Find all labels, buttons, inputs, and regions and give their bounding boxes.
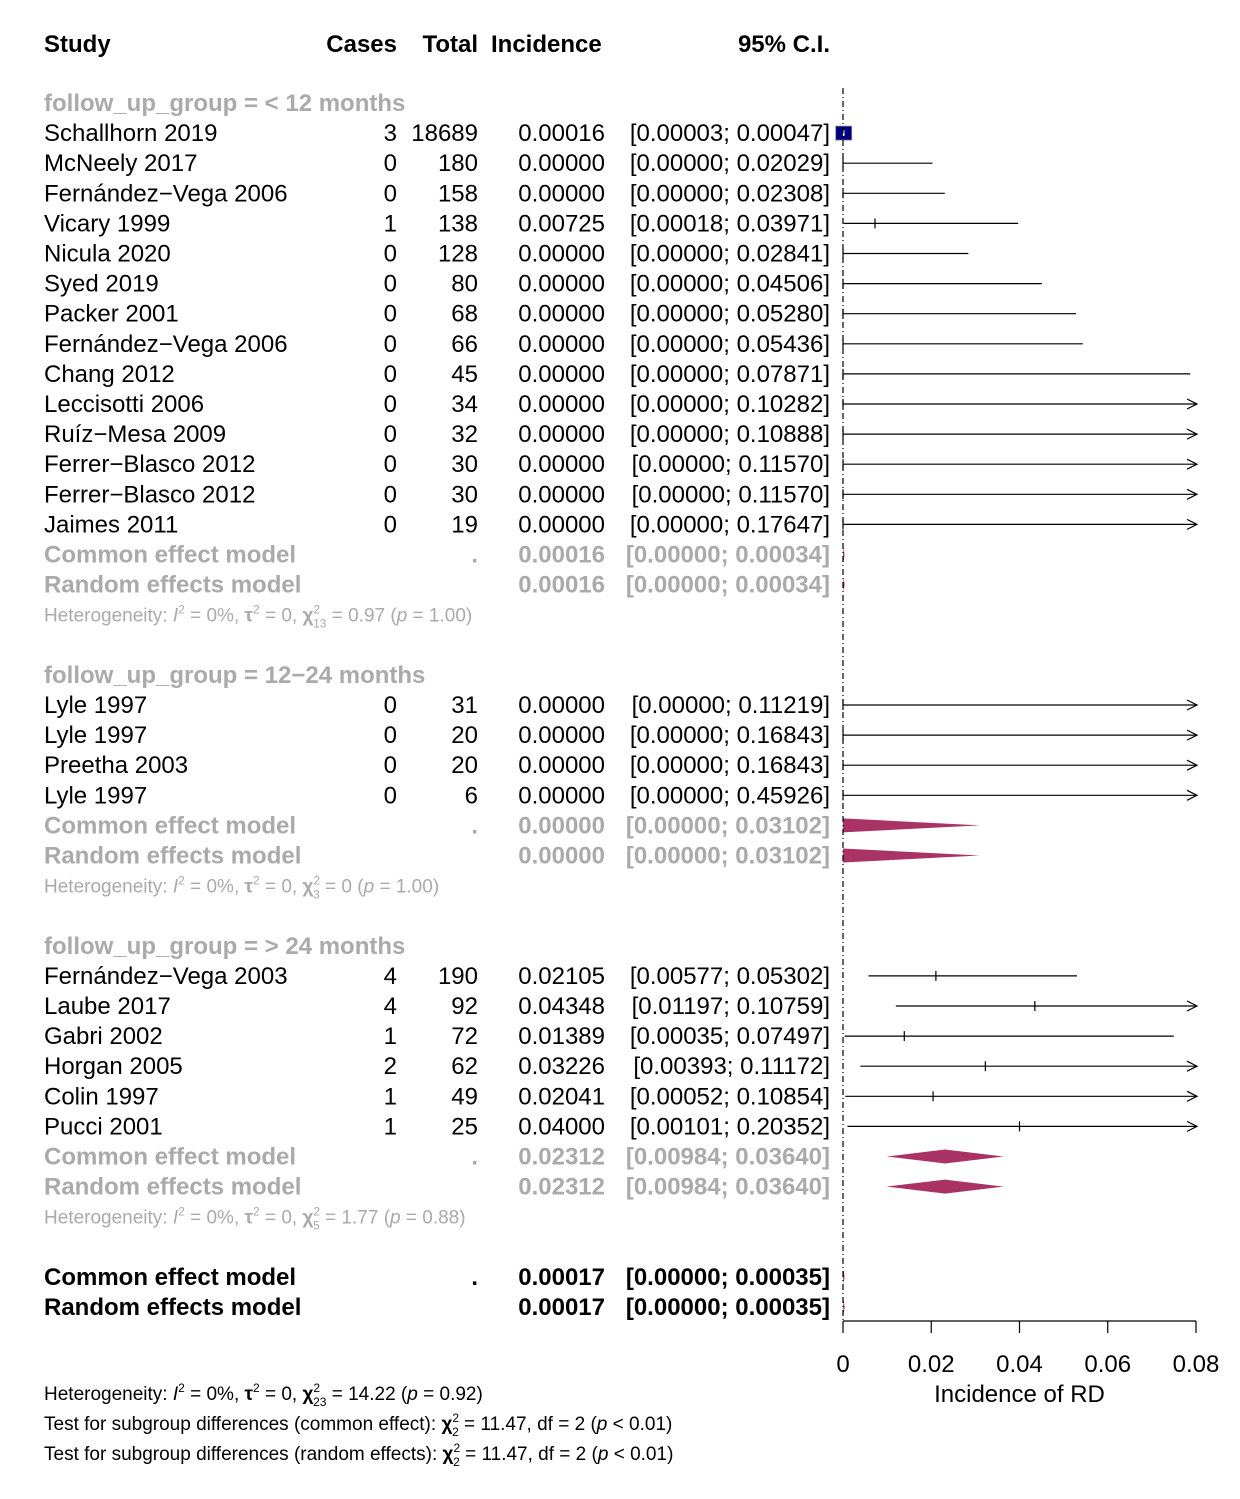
- overall-model-0-ci: [0.00000; 0.00035]: [625, 1263, 830, 1291]
- study-23-total: 25: [451, 1113, 478, 1141]
- study-23-name: Pucci 2001: [44, 1113, 163, 1141]
- subgroup-heterogeneity-2: Heterogeneity: $I^2 = 0\%$, $\tau^2 = 0$, $\chi^2$ 5 = 1.77 (p = 0.88): [44, 1204, 466, 1233]
- subgroup-2-model-0-incidence: 0.02312: [518, 1143, 605, 1171]
- study-3-name: Vicary 1999: [44, 210, 171, 238]
- study-9-name: Leccisotti 2006: [44, 391, 205, 418]
- subgroup-2-model-1-incidence: 0.02312: [518, 1173, 605, 1201]
- study-23-incidence: 0.04000: [518, 1113, 605, 1141]
- study-21-total: 62: [451, 1053, 478, 1081]
- study-4-ci: [0.00000; 0.02841]: [629, 240, 830, 268]
- study-18-ci: [0.00577; 0.05302]: [629, 962, 830, 990]
- study-5-cases: 0: [383, 270, 397, 298]
- study-2-name: Fernández−Vega 2006: [44, 180, 288, 208]
- study-10-incidence: 0.00000: [518, 421, 605, 449]
- study-22-total: 49: [451, 1083, 478, 1111]
- x-tick-label-0: 0: [836, 1351, 850, 1378]
- x-tick-label-1: 0.02: [907, 1351, 955, 1378]
- study-12-total: 30: [451, 481, 478, 509]
- study-23-cases: 1: [383, 1113, 397, 1141]
- study-18-total: 190: [437, 962, 478, 990]
- study-15-name: Lyle 1997: [44, 722, 148, 750]
- subgroup-2-model-0-total: .: [471, 1143, 478, 1171]
- study-2-ci: [0.00000; 0.02308]: [629, 180, 830, 208]
- table-header: [44, 31, 830, 58]
- study-19-cases: 4: [383, 993, 397, 1020]
- study-18-incidence: 0.02105: [518, 962, 605, 990]
- study-13-total: 19: [451, 511, 478, 539]
- study-10-cases: 0: [383, 421, 397, 449]
- subgroup-0-model-0-ci: [0.00000; 0.00034]: [625, 541, 830, 569]
- study-12-name: Ferrer−Blasco 2012: [44, 481, 256, 509]
- subgroup-difference-test-1: Test for subgroup differences (random effects): $\chi^2$ 2 = 11.47, df = 2 (p < 0.01): [44, 1441, 674, 1469]
- study-17-name: Lyle 1997: [44, 782, 148, 810]
- study-21-cases: 2: [383, 1053, 397, 1081]
- study-0-ci: [0.00003; 0.00047]: [629, 120, 830, 148]
- subgroup-1-model-1-incidence: 0.00000: [518, 842, 605, 870]
- study-13-cases: 0: [383, 511, 397, 539]
- study-20-name: Gabri 2002: [44, 1023, 163, 1051]
- study-13-incidence: 0.00000: [518, 511, 605, 539]
- subgroup-1-model-1-ci: [0.00000; 0.03102]: [625, 842, 830, 870]
- study-6-total: 68: [451, 300, 478, 328]
- header-total: Total: [422, 31, 478, 58]
- study-8-name: Chang 2012: [44, 360, 175, 388]
- subgroup-1-diamond-0: [843, 818, 980, 832]
- study-9-ci: [0.00000; 0.10282]: [629, 391, 830, 418]
- overall-heterogeneity: Heterogeneity: $I^2 = 0\%$, $\tau^2 = 0$, $\chi^2$ 23 = 14.22 (p = 0.92): [44, 1381, 483, 1409]
- study-18-name: Fernández−Vega 2003: [44, 962, 288, 990]
- study-15-total: 20: [451, 722, 478, 750]
- study-5-name: Syed 2019: [44, 270, 159, 298]
- study-12-cases: 0: [383, 481, 397, 509]
- overall-model-1-incidence: 0.00017: [518, 1294, 605, 1321]
- overall-model-1-ci: [0.00000; 0.00035]: [625, 1294, 830, 1321]
- study-1-incidence: 0.00000: [518, 150, 605, 178]
- study-5-ci: [0.00000; 0.04506]: [629, 270, 830, 298]
- study-11-incidence: 0.00000: [518, 451, 605, 479]
- header-ci: 95% C.I.: [737, 31, 830, 58]
- study-2-cases: 0: [383, 180, 397, 208]
- study-16-ci: [0.00000; 0.16843]: [629, 752, 830, 780]
- study-11-name: Ferrer−Blasco 2012: [44, 451, 256, 479]
- subgroup-0-model-0-incidence: 0.00016: [518, 541, 605, 569]
- subgroup-label-1: follow_up_group = 12−24 months: [44, 661, 426, 689]
- study-19-name: Laube 2017: [44, 993, 171, 1020]
- study-14-name: Lyle 1997: [44, 692, 148, 719]
- study-6-ci: [0.00000; 0.05280]: [629, 300, 830, 328]
- overall-model-1-name: Random effects model: [44, 1294, 302, 1321]
- study-9-total: 34: [451, 391, 478, 418]
- study-1-ci: [0.00000; 0.02029]: [629, 150, 830, 178]
- subgroup-2-model-1-ci: [0.00984; 0.03640]: [625, 1173, 830, 1201]
- study-3-ci: [0.00018; 0.03971]: [629, 210, 830, 238]
- study-16-cases: 0: [383, 752, 397, 780]
- overall-model-0-incidence: 0.00017: [518, 1263, 605, 1291]
- study-9-cases: 0: [383, 391, 397, 418]
- study-19-total: 92: [451, 993, 478, 1020]
- study-7-total: 66: [451, 330, 478, 358]
- study-3-incidence: 0.00725: [518, 210, 605, 238]
- study-17-total: 6: [464, 782, 478, 810]
- study-3-cases: 1: [383, 210, 397, 238]
- footer-stats: [44, 1381, 673, 1469]
- study-19-ci: [0.01197; 0.10759]: [631, 993, 830, 1020]
- study-4-total: 128: [437, 240, 478, 268]
- subgroup-2-diamond-1: [886, 1180, 1003, 1194]
- study-14-ci: [0.00000; 0.11219]: [631, 692, 830, 719]
- study-5-incidence: 0.00000: [518, 270, 605, 298]
- study-22-cases: 1: [383, 1083, 397, 1111]
- study-14-incidence: 0.00000: [518, 692, 605, 719]
- study-0-cases: 3: [383, 120, 397, 148]
- subgroup-1-model-0-incidence: 0.00000: [518, 812, 605, 840]
- study-22-incidence: 0.02041: [518, 1083, 605, 1111]
- study-19-incidence: 0.04348: [518, 993, 605, 1020]
- study-20-ci: [0.00035; 0.07497]: [629, 1023, 830, 1051]
- study-0-name: Schallhorn 2019: [44, 120, 218, 148]
- study-15-ci: [0.00000; 0.16843]: [629, 722, 830, 750]
- study-1-total: 180: [437, 150, 478, 178]
- study-9-incidence: 0.00000: [518, 391, 605, 418]
- study-13-ci: [0.00000; 0.17647]: [629, 511, 830, 539]
- subgroup-1-model-0-total: .: [471, 812, 478, 840]
- study-14-total: 31: [451, 692, 478, 719]
- study-11-cases: 0: [383, 451, 397, 479]
- study-22-name: Colin 1997: [44, 1083, 159, 1111]
- study-15-incidence: 0.00000: [518, 722, 605, 750]
- study-20-total: 72: [451, 1023, 478, 1051]
- study-8-cases: 0: [383, 360, 397, 388]
- subgroup-2-model-1-name: Random effects model: [44, 1173, 302, 1201]
- subgroup-label-2: follow_up_group = > 24 months: [44, 932, 406, 960]
- header-cases: Cases: [326, 31, 397, 58]
- study-16-incidence: 0.00000: [518, 752, 605, 780]
- subgroup-1-model-1-name: Random effects model: [44, 842, 302, 870]
- subgroup-0-model-1-ci: [0.00000; 0.00034]: [625, 571, 830, 599]
- study-8-incidence: 0.00000: [518, 360, 605, 388]
- study-11-total: 30: [451, 451, 478, 479]
- study-4-cases: 0: [383, 240, 397, 268]
- subgroup-0-model-1-incidence: 0.00016: [518, 571, 605, 599]
- study-8-ci: [0.00000; 0.07871]: [629, 360, 830, 388]
- subgroup-0-model-0-total: .: [471, 541, 478, 569]
- study-7-name: Fernández−Vega 2006: [44, 330, 288, 358]
- study-7-cases: 0: [383, 330, 397, 358]
- study-8-total: 45: [451, 360, 478, 388]
- study-17-ci: [0.00000; 0.45926]: [629, 782, 830, 810]
- x-axis-title: Incidence of RD: [934, 1381, 1105, 1408]
- study-5-total: 80: [451, 270, 478, 298]
- study-6-incidence: 0.00000: [518, 300, 605, 328]
- header-study: Study: [44, 31, 111, 58]
- study-7-ci: [0.00000; 0.05436]: [629, 330, 830, 358]
- study-17-incidence: 0.00000: [518, 782, 605, 810]
- study-13-name: Jaimes 2011: [44, 511, 179, 539]
- subgroup-label-0: follow_up_group = < 12 months: [44, 90, 406, 117]
- study-16-total: 20: [451, 752, 478, 780]
- study-22-ci: [0.00052; 0.10854]: [629, 1083, 830, 1111]
- study-6-cases: 0: [383, 300, 397, 328]
- study-0-total: 18689: [411, 120, 478, 148]
- study-21-incidence: 0.03226: [518, 1053, 605, 1081]
- study-2-incidence: 0.00000: [518, 180, 605, 208]
- x-tick-label-2: 0.04: [996, 1351, 1043, 1378]
- header-incidence: Incidence: [491, 31, 602, 58]
- study-17-cases: 0: [383, 782, 397, 810]
- study-16-name: Preetha 2003: [44, 752, 189, 780]
- subgroup-2-diamond-0: [886, 1150, 1003, 1164]
- forest-rows: [44, 90, 1197, 1321]
- study-4-incidence: 0.00000: [518, 240, 605, 268]
- study-14-cases: 0: [383, 692, 397, 719]
- study-6-name: Packer 2001: [44, 300, 179, 328]
- study-7-incidence: 0.00000: [518, 330, 605, 358]
- overall-model-0-name: Common effect model: [44, 1263, 297, 1291]
- study-10-name: Ruíz−Mesa 2009: [44, 421, 227, 449]
- study-10-ci: [0.00000; 0.10888]: [629, 421, 830, 449]
- subgroup-heterogeneity-0: Heterogeneity: $I^2 = 0\%$, $\tau^2 = 0$, $\chi^2$ 13 = 0.97 (p = 1.00): [44, 602, 473, 631]
- x-tick-label-3: 0.06: [1084, 1351, 1132, 1378]
- subgroup-0-model-0-name: Common effect model: [44, 541, 297, 569]
- x-tick-label-4: 0.08: [1172, 1351, 1220, 1378]
- study-18-cases: 4: [383, 962, 397, 990]
- study-12-ci: [0.00000; 0.11570]: [631, 481, 830, 509]
- study-20-incidence: 0.01389: [518, 1023, 605, 1051]
- subgroup-2-model-0-name: Common effect model: [44, 1143, 297, 1171]
- study-23-ci: [0.00101; 0.20352]: [629, 1113, 830, 1141]
- study-3-total: 138: [437, 210, 478, 238]
- study-11-ci: [0.00000; 0.11570]: [631, 451, 830, 479]
- subgroup-1-model-0-ci: [0.00000; 0.03102]: [625, 812, 830, 840]
- subgroup-difference-test-0: Test for subgroup differences (common effect): $\chi^2$ 2 = 11.47, df = 2 (p < 0.01): [44, 1411, 673, 1439]
- study-0-incidence: 0.00016: [518, 120, 605, 148]
- subgroup-1-diamond-1: [843, 849, 980, 863]
- x-axis: [836, 88, 1219, 1408]
- study-20-cases: 1: [383, 1023, 397, 1051]
- study-10-total: 32: [451, 421, 478, 449]
- study-4-name: Nicula 2020: [44, 240, 171, 268]
- study-21-name: Horgan 2005: [44, 1053, 183, 1081]
- study-12-incidence: 0.00000: [518, 481, 605, 509]
- subgroup-heterogeneity-1: Heterogeneity: $I^2 = 0\%$, $\tau^2 = 0$, $\chi^2$ 3 = 0 (p = 1.00): [44, 873, 440, 902]
- subgroup-1-model-0-name: Common effect model: [44, 812, 297, 840]
- study-1-cases: 0: [383, 150, 397, 178]
- study-21-ci: [0.00393; 0.11172]: [633, 1053, 830, 1081]
- study-15-cases: 0: [383, 722, 397, 750]
- subgroup-2-model-0-ci: [0.00984; 0.03640]: [625, 1143, 830, 1171]
- study-2-total: 158: [437, 180, 478, 208]
- study-1-name: McNeely 2017: [44, 150, 198, 178]
- overall-model-0-total: .: [471, 1263, 478, 1291]
- subgroup-0-model-1-name: Random effects model: [44, 571, 302, 599]
